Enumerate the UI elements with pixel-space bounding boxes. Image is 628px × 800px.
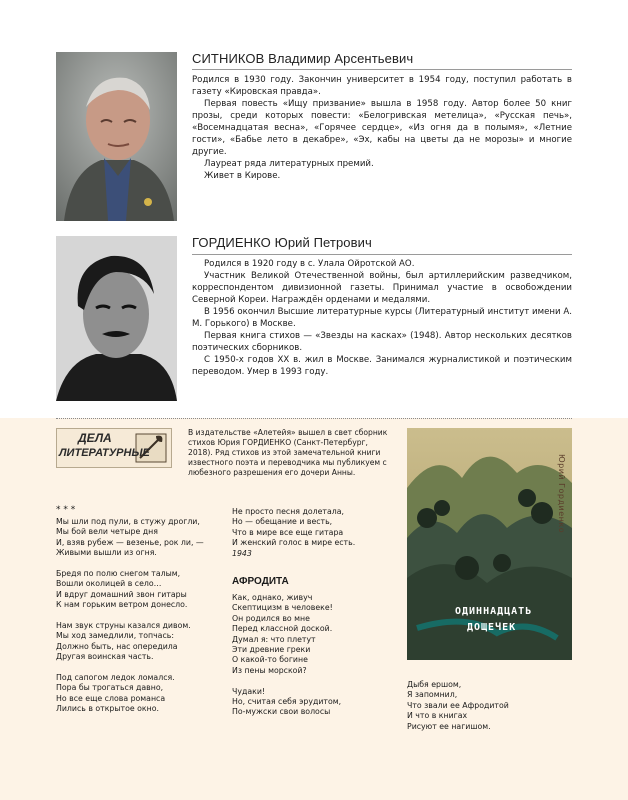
bio-paragraph: Участник Великой Отечественной войны, был артиллерийским разведчиком, корреспондентом дивизионной газеты. Принимал участие в освобождении Северной Кореи. Награждён орденами и медалями. xyxy=(192,271,572,305)
poem-line: Не просто песня долетала, xyxy=(232,507,344,516)
bio-paragraph: Родился в 1930 году. Закончин университет в 1954 году, поступил работать в газету «Кировская правда». xyxy=(192,75,572,97)
poem-line: Но — обещание и весть, xyxy=(232,517,333,527)
bio-paragraph: Родился в 1920 году в с. Улала Ойротской АО. xyxy=(204,259,415,269)
bio-text-gordienko xyxy=(192,258,572,378)
poem-line: Бредя по полю снегом талым, xyxy=(56,569,181,579)
poem-title-aphrodite: АФРОДИТА xyxy=(232,576,289,587)
poem-line: Скептицизм в человеке! xyxy=(232,603,333,613)
poem-line: Должно быть, нас опередила xyxy=(56,641,178,651)
poem-year: 1943 xyxy=(232,548,252,558)
poem-line: И, взяв рубеж — везенье, рок ли, — xyxy=(56,537,204,547)
book-author: Юрий Гордиенко xyxy=(557,454,566,534)
poem-line: Лились в открытое окно. xyxy=(56,704,159,714)
poem-line: Мы бой вели четыре дня xyxy=(56,527,158,537)
poem-line: Нам звук струны казался дивом. xyxy=(56,621,191,631)
poem-line: Пора бы трогаться давно, xyxy=(56,683,164,693)
poem-column-3 xyxy=(407,680,509,732)
title-rule xyxy=(192,254,572,255)
poem-line: По-мужски свои волосы xyxy=(232,707,331,717)
author-name-gordienko: ГОРДИЕНКО Юрий Петрович xyxy=(192,235,372,250)
bio-paragraph: Живет в Кирове. xyxy=(204,171,281,181)
poem-aphrodite-text xyxy=(232,593,341,728)
bio-paragraph: Первая книга стихов — «Звезды на касках» (1948). Автор нескольких десятков поэтических сборников. xyxy=(192,331,572,353)
poem-line: О какой-то богине xyxy=(232,655,308,665)
badge-line1: ДЕЛА xyxy=(78,431,112,445)
badge-line2: ЛИТЕРАТУРНЫЕ xyxy=(59,447,150,459)
poem-line: Живыми вышли из огня. xyxy=(56,548,157,558)
poem-line: Но, считая себя эрудитом, xyxy=(232,697,342,707)
book-cover xyxy=(407,428,572,660)
poem-line: Рисуют ее нагишом. xyxy=(407,721,491,731)
book-title-line1: ОДИННАДЦАТЬ xyxy=(455,606,533,617)
poem-column-2 xyxy=(232,507,355,559)
poem-line: Дыбя ершом, xyxy=(407,680,462,689)
bio-paragraph: Первая повесть «Ищу призвание» вышла в 1958 году. Автор более 50 книг прозы, среди которых повести: «Белогривская метелица», «Русская печь», «Восемнадцатая весна», «Горячее сердце», «Из огня да в полымя», «Летние гости», «Бабье лето в декабре», «Эх, кабы на цветы да не морозы» и многие другие. xyxy=(192,99,572,157)
poem-line: И вдруг домашний звон гитары xyxy=(56,589,187,599)
portrait-sitnikov-illustration xyxy=(56,52,177,221)
poem-line: Другая воинская часть. xyxy=(56,652,154,662)
poem-line: Он родился во мне xyxy=(232,613,310,623)
poem-line: И женский голос в мире есть. xyxy=(232,538,356,548)
poem-line: Вошли околицей в село… xyxy=(56,579,162,589)
bio-paragraph: Лауреат ряда литературных премий. xyxy=(204,159,374,169)
poem-line: Мы шли под пули, в стужу дрогли, xyxy=(56,517,200,526)
portrait-gordienko-illustration xyxy=(56,236,177,401)
poem-line: Что звали ее Афродитой xyxy=(407,700,509,710)
literary-affairs-badge xyxy=(56,428,172,468)
poem-line: Чудаки! xyxy=(232,686,266,696)
title-rule xyxy=(192,69,572,70)
poem-line: Что в мире все еще гитара xyxy=(232,527,344,537)
portrait-photo-sitnikov xyxy=(56,52,177,221)
bio-paragraph: С 1950-х годов XX в. жил в Москве. Занимался журналистикой и поэтическим переводом. Умер в 1993 году. xyxy=(192,355,572,377)
poem-line: Перед классной доской. xyxy=(232,624,333,634)
poem-line: Эти древние греки xyxy=(232,645,311,655)
poem-line: Мы ход замедлили, топчась: xyxy=(56,631,174,641)
poem-line: Я запомнил, xyxy=(407,690,458,700)
poem-line: И что в книгах xyxy=(407,711,468,721)
section-divider xyxy=(56,418,572,419)
poem-line: К нам горьким ветром донесло. xyxy=(56,600,188,610)
poem-line: Под сапогом ледок ломался. xyxy=(56,673,175,683)
author-name-sitnikov: СИТНИКОВ Владимир Арсентьевич xyxy=(192,51,414,66)
intro-text: В издательстве «Алетейя» вышел в свет сборник стихов Юрия ГОРДИЕНКО (Санкт-Петербург, 2018). Ряд стихов из этой замечательной книги известного поэта и переводчика мы публикуем с любезного разрешения его дочери Анны. xyxy=(188,428,388,477)
poem-line: Из пены морской? xyxy=(232,665,307,675)
book-title-line2: ДОЩЕЧЕК xyxy=(467,622,517,633)
bio-text-sitnikov xyxy=(192,74,572,182)
poem-line: Но все еще слова романса xyxy=(56,693,166,703)
portrait-photo-gordienko xyxy=(56,236,177,401)
bio-paragraph: В 1956 окончил Высшие литературные курсы (Литературный институт имени А. М. Горького) в Москве. xyxy=(192,307,572,329)
poem-asterisks: * * * xyxy=(56,505,76,515)
poem-line: Думал я: что плетут xyxy=(232,634,316,644)
poem-line: Как, однако, живуч xyxy=(232,593,313,602)
poem-column-1 xyxy=(56,517,204,725)
